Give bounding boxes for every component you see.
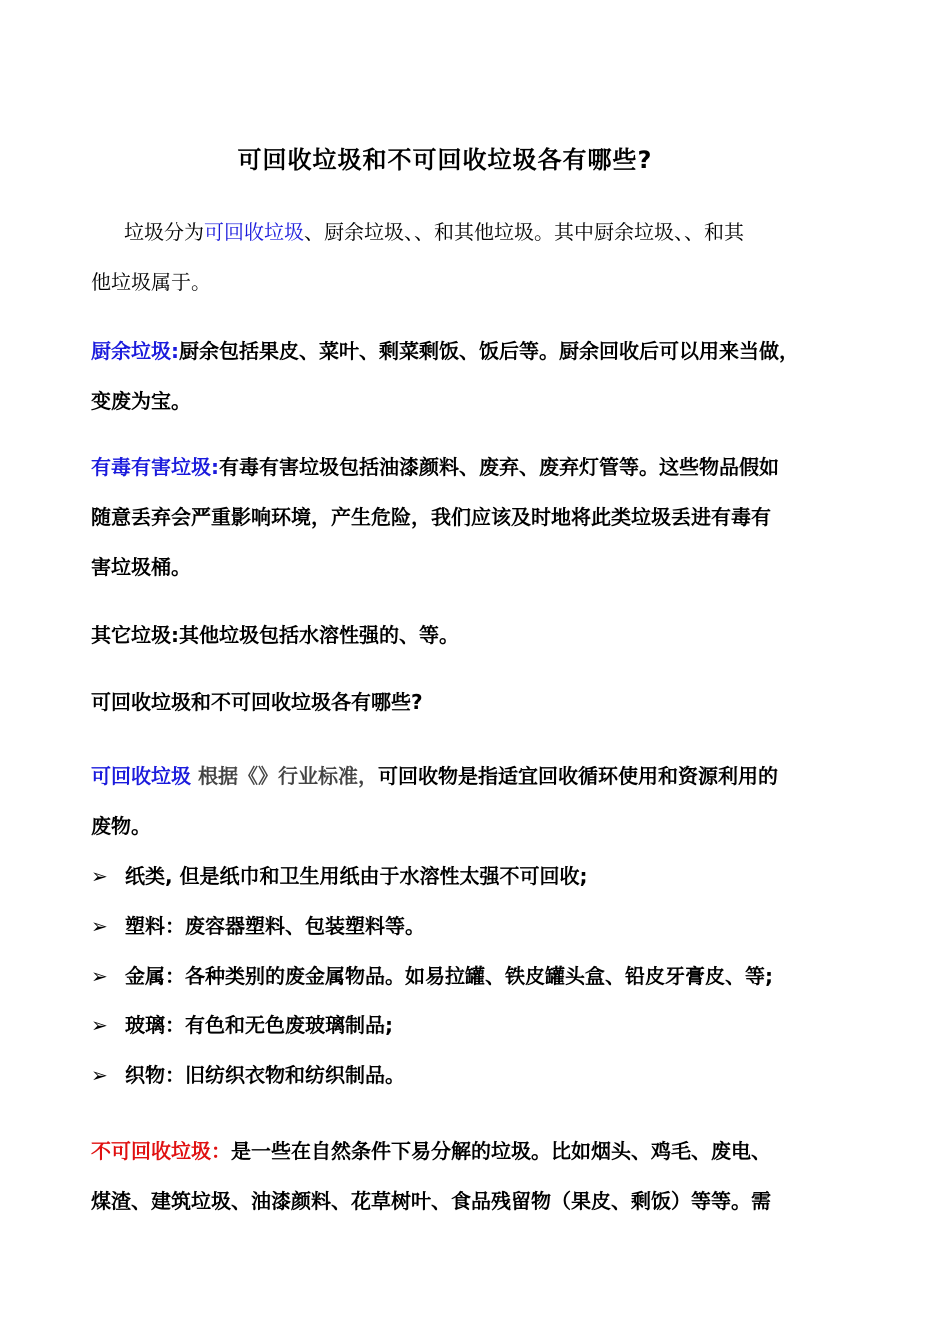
arrow-bullet-icon: ➢ — [91, 1063, 108, 1087]
recyclable-link[interactable]: 可回收垃圾 — [204, 220, 304, 244]
list-item-text: 塑料：废容器塑料、包装塑料等。 — [125, 914, 425, 938]
list-item — [91, 1050, 405, 1100]
non-recyclable-paragraph — [91, 1126, 866, 1226]
non-recyclable-line-2: 煤渣、建筑垃圾、油漆颜料、花草树叶、食品残留物（果皮、剩饭）等等。需 — [91, 1189, 771, 1213]
recyclable-paragraph — [91, 751, 866, 851]
intro-text-cont: 、厨余垃圾、、和其他垃圾。其中厨余垃圾、、和其 — [304, 220, 744, 244]
kitchen-label: 厨余垃圾: — [91, 339, 179, 363]
list-item-text: 织物：旧纺织衣物和纺织制品。 — [125, 1063, 405, 1087]
kitchen-text: 厨余包括果皮、菜叶、剩菜剩饭、饭后等。厨余回收后可以用来当做， — [179, 339, 799, 363]
list-item — [91, 1000, 393, 1050]
kitchen-line-1 — [91, 326, 866, 376]
hazardous-label: 有毒有害垃圾: — [91, 455, 219, 479]
recyclable-label: 可回收垃圾 — [91, 764, 191, 788]
list-item — [91, 951, 773, 1001]
list-item-text: 玻璃：有色和无色废玻璃制品; — [125, 1013, 393, 1037]
recyclable-text: 可回收物是指适宜回收循环使用和资源利用的 — [377, 764, 778, 788]
hazardous-line-1 — [91, 442, 866, 492]
non-recyclable-line-1 — [91, 1126, 866, 1176]
intro-line-1 — [91, 207, 866, 257]
arrow-bullet-icon: ➢ — [91, 864, 108, 888]
arrow-bullet-icon: ➢ — [91, 964, 108, 988]
hazardous-line-2: 随意丢弃会严重影响环境，产生危险，我们应该及时地将此类垃圾丢进有毒有 — [91, 505, 771, 529]
hazardous-text: 有毒有害垃圾包括油漆颜料、废弃、废弃灯管等。这些物品假如 — [219, 455, 779, 479]
kitchen-paragraph — [91, 326, 866, 426]
hazardous-paragraph — [91, 442, 866, 592]
intro-line-2: 他垃圾属于。 — [91, 270, 211, 294]
other-paragraph: 其它垃圾:其他垃圾包括水溶性强的、等。 — [91, 623, 459, 647]
recyclable-standard-text: 根据《》行业标准， — [191, 764, 378, 788]
arrow-bullet-icon: ➢ — [91, 914, 108, 938]
arrow-bullet-icon: ➢ — [91, 1013, 108, 1037]
non-recyclable-label: 不可回收垃圾： — [91, 1139, 231, 1163]
kitchen-line-2: 变废为宝。 — [91, 389, 191, 413]
list-item — [91, 851, 588, 901]
page-title: 可回收垃圾和不可回收垃圾各有哪些? — [237, 146, 653, 174]
recyclable-line-2: 废物。 — [91, 814, 151, 838]
non-recyclable-text: 是一些在自然条件下易分解的垃圾。比如烟头、鸡毛、废电、 — [231, 1139, 771, 1163]
intro-paragraph — [91, 207, 866, 307]
list-item — [91, 901, 425, 951]
intro-text: 垃圾分为 — [124, 220, 204, 244]
list-item-text: 金属：各种类别的废金属物品。如易拉罐、铁皮罐头盒、铅皮牙膏皮、等; — [125, 964, 773, 988]
subheading: 可回收垃圾和不可回收垃圾各有哪些? — [91, 690, 423, 714]
list-item-text: 纸类, 但是纸巾和卫生用纸由于水溶性太强不可回收; — [125, 864, 588, 888]
hazardous-line-3: 害垃圾桶。 — [91, 555, 191, 579]
recyclable-line-1 — [91, 751, 866, 801]
